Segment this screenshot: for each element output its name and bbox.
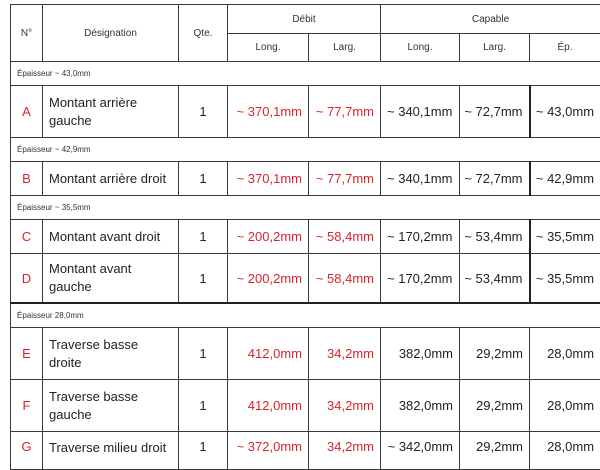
row-letter: C [11,220,43,254]
header-row-top [11,5,600,34]
table-row [11,380,600,432]
row-designation: Traverse basse gauche [43,380,179,432]
section-row [11,138,600,162]
row-quantity: 1 [179,432,228,470]
row-capable-thickness: ~ 42,9mm [530,162,600,196]
header-capable-length: Long. [381,34,460,62]
row-capable-length: 382,0mm [381,380,460,432]
header-number: N° [11,5,43,62]
cutting-list-table [10,4,600,470]
header-quantity: Qte. [179,5,228,62]
row-designation: Montant arrière gauche [43,86,179,138]
section-label: Épaisseur ~ 42,9mm [11,138,600,162]
row-designation: Montant arrière droit [43,162,179,196]
table-row [11,220,600,254]
row-letter: G [11,432,43,470]
header-debit-length: Long. [228,34,309,62]
section-row [11,196,600,220]
row-designation: Traverse basse droite [43,328,179,380]
row-capable-thickness: 28,0mm [530,380,600,432]
row-quantity: 1 [179,220,228,254]
row-debit-width: ~ 58,4mm [309,220,381,254]
row-letter: E [11,328,43,380]
header-capable-thickness: Ép. [530,34,600,62]
row-debit-width: ~ 77,7mm [309,86,381,138]
section-row [11,62,600,86]
row-designation: Montant avant droit [43,220,179,254]
section-label: Épaisseur 28,0mm [11,303,600,328]
row-debit-width: 34,2mm [309,380,381,432]
row-capable-thickness: 28,0mm [530,328,600,380]
table-row [11,432,600,470]
row-quantity: 1 [179,328,228,380]
header-designation: Désignation [43,5,179,62]
table-row [11,254,600,304]
row-capable-width: 29,2mm [460,328,530,380]
row-capable-thickness: 28,0mm [530,432,600,470]
row-quantity: 1 [179,380,228,432]
row-letter: F [11,380,43,432]
row-debit-width: 34,2mm [309,432,381,470]
row-designation: Montant avant gauche [43,254,179,304]
row-debit-width: 34,2mm [309,328,381,380]
row-capable-length: ~ 342,0mm [381,432,460,470]
row-capable-length: ~ 170,2mm [381,220,460,254]
row-letter: B [11,162,43,196]
table-row [11,328,600,380]
row-capable-width: ~ 53,4mm [460,254,530,304]
header-capable: Capable [381,5,600,34]
row-debit-length: 412,0mm [228,328,309,380]
row-debit-width: ~ 77,7mm [309,162,381,196]
header-debit: Débit [228,5,381,34]
header-capable-width: Larg. [460,34,530,62]
row-debit-length: ~ 370,1mm [228,86,309,138]
row-quantity: 1 [179,254,228,304]
row-capable-length: ~ 340,1mm [381,162,460,196]
cutting-list-sheet [10,4,600,470]
row-capable-length: ~ 170,2mm [381,254,460,304]
section-label: Épaisseur ~ 43,0mm [11,62,600,86]
row-capable-thickness: ~ 43,0mm [530,86,600,138]
row-capable-width: ~ 72,7mm [460,86,530,138]
row-debit-length: ~ 370,1mm [228,162,309,196]
row-capable-thickness: ~ 35,5mm [530,220,600,254]
table-row [11,162,600,196]
section-label: Épaisseur ~ 35,5mm [11,196,600,220]
row-capable-width: ~ 53,4mm [460,220,530,254]
section-row [11,303,600,328]
row-capable-width: 29,2mm [460,380,530,432]
row-debit-length: ~ 200,2mm [228,254,309,304]
row-capable-thickness: ~ 35,5mm [530,254,600,304]
row-quantity: 1 [179,86,228,138]
header-debit-width: Larg. [309,34,381,62]
row-capable-length: 382,0mm [381,328,460,380]
table-row [11,86,600,138]
row-designation: Traverse milieu droit [43,432,179,470]
row-debit-length: ~ 200,2mm [228,220,309,254]
row-capable-width: 29,2mm [460,432,530,470]
row-letter: A [11,86,43,138]
row-debit-width: ~ 58,4mm [309,254,381,304]
row-capable-length: ~ 340,1mm [381,86,460,138]
row-quantity: 1 [179,162,228,196]
row-capable-width: ~ 72,7mm [460,162,530,196]
row-debit-length: ~ 372,0mm [228,432,309,470]
row-debit-length: 412,0mm [228,380,309,432]
row-letter: D [11,254,43,304]
